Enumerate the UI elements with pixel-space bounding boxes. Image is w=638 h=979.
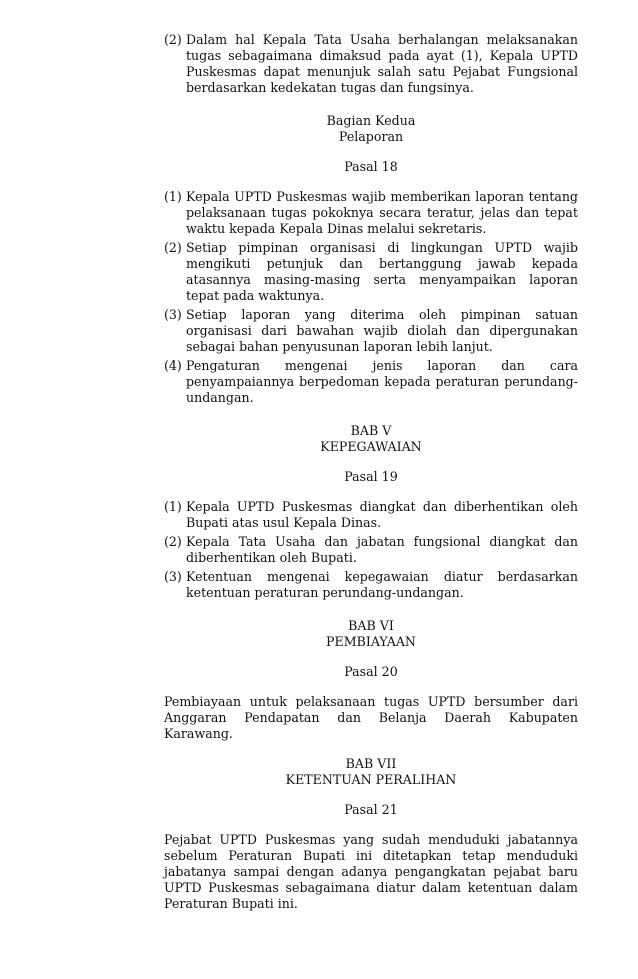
item-text: Kepala UPTD Puskesmas diangkat dan diberhentikan oleh Bupati atas usul Kepala Dinas.: [186, 499, 578, 530]
item-text: Ketentuan mengenai kepegawaian diatur berdasarkan ketentuan peraturan perundang-undangan.: [186, 569, 578, 600]
item-number: (3): [164, 307, 182, 322]
chapter-title: BAB VII: [345, 756, 397, 771]
article-title: Pasal 20: [344, 664, 398, 679]
list-item: [164, 569, 578, 601]
list-item: [164, 534, 578, 566]
item-text: Kepala UPTD Puskesmas wajib memberikan laporan tentang pelaksanaan tugas pokoknya secara teratur, jelas dan tepat waktu kepada Kepala Dinas melalui sekretaris.: [186, 189, 578, 236]
document-page: [164, 32, 578, 912]
item-text: Pengaturan mengenai jenis laporan dan cara penyampaiannya berpedoman kepada peraturan perundang-undangan.: [186, 358, 578, 405]
article-title: Pasal 18: [344, 159, 398, 174]
chapter-subtitle: PEMBIAYAAN: [326, 634, 416, 649]
list-item: [164, 240, 578, 304]
item-number: (2): [164, 32, 182, 47]
paragraph: Pembiayaan untuk pelaksanaan tugas UPTD bersumber dari Anggaran Pendapatan dan Belanja Daerah Kabupaten Karawang.: [164, 694, 578, 741]
section-subheading: Pelaporan: [338, 129, 404, 144]
chapter-title: BAB V: [350, 423, 392, 438]
item-number: (4): [164, 358, 182, 373]
item-text: Dalam hal Kepala Tata Usaha berhalangan melaksanakan tugas sebagaimana dimaksud pada ayat (1), Kepala UPTD Puskesmas dapat menunjuk salah satu Pejabat Fungsional berdasarkan kedekatan tugas dan fungsinya.: [186, 32, 578, 95]
list-item: [164, 189, 578, 237]
chapter-subtitle: KEPEGAWAIAN: [320, 439, 422, 454]
item-number: (2): [164, 240, 182, 255]
item-number: (2): [164, 534, 182, 549]
item-text: Setiap pimpinan organisasi di lingkungan UPTD wajib mengikuti petunjuk dan bertanggung jawab kepada atasannya masing-masing serta menyampaikan laporan tepat pada waktunya.: [186, 240, 578, 303]
chapter-subtitle: KETENTUAN PERALIHAN: [285, 772, 457, 787]
item-text: Kepala Tata Usaha dan jabatan fungsional diangkat dan diberhentikan oleh Bupati.: [186, 534, 578, 565]
item-number: (1): [164, 189, 182, 204]
list-item: [164, 32, 578, 96]
chapter-title: BAB VI: [348, 618, 394, 633]
list-item: [164, 307, 578, 355]
item-number: (1): [164, 499, 182, 514]
item-text: Setiap laporan yang diterima oleh pimpinan satuan organisasi dari bawahan wajib diolah dan dipergunakan sebagai bahan penyusunan laporan lebih lanjut.: [186, 307, 578, 354]
list-item: [164, 358, 578, 406]
section-heading: Bagian Kedua: [326, 113, 416, 128]
list-item: [164, 499, 578, 531]
item-number: (3): [164, 569, 182, 584]
paragraph: Pejabat UPTD Puskesmas yang sudah menduduki jabatannya sebelum Peraturan Bupati ini ditetapkan tetap menduduki jabatanya sampai dengan adanya pengangkatan pejabat baru UPTD Puskesmas sebagaimana diatur dalam ketentuan dalam Peraturan Bupati ini.: [164, 832, 578, 911]
article-title: Pasal 21: [344, 802, 398, 817]
article-title: Pasal 19: [344, 469, 398, 484]
